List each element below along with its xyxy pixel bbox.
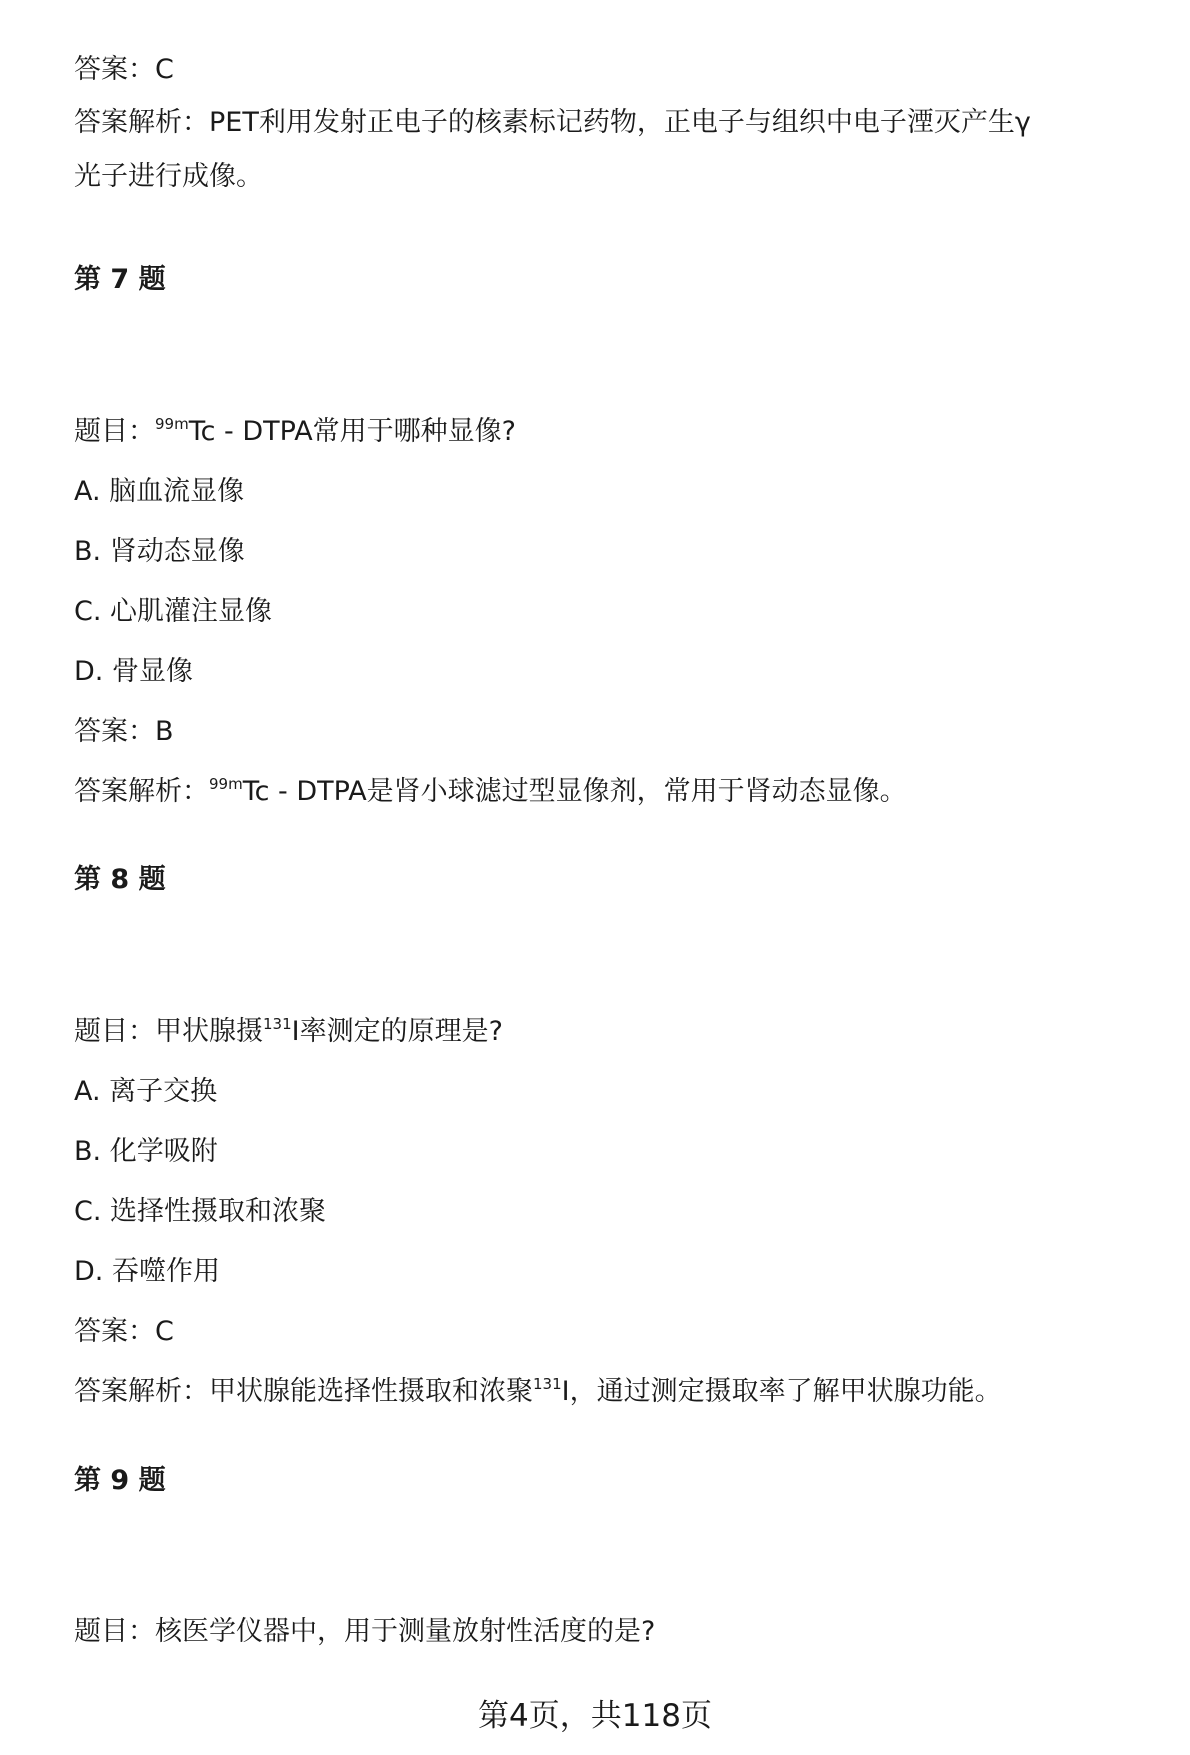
q8-question-prefix: 题目：甲状腺摄 <box>74 1016 263 1047</box>
q8-option-a: A. 离子交换 <box>74 1076 218 1107</box>
q9-heading: 第 9 题 <box>74 1465 166 1496</box>
q8-question-text: I率测定的原理是? <box>291 1016 503 1047</box>
q7-explanation-prefix: 答案解析： <box>74 776 209 807</box>
q6-explanation-line2: 光子进行成像。 <box>74 161 263 192</box>
q7-option-b: B. 肾动态显像 <box>74 536 245 567</box>
q9-question: 题目：核医学仪器中，用于测量放射性活度的是? <box>74 1616 656 1647</box>
q7-question-isotope-mass: 99m <box>155 415 189 433</box>
q8-explanation-isotope-mass: 131 <box>533 1375 562 1393</box>
q8-explanation-text: I，通过测定摄取率了解甲状腺功能。 <box>561 1376 1002 1407</box>
q8-heading: 第 8 题 <box>74 864 166 895</box>
q7-option-c: C. 心肌灌注显像 <box>74 596 273 627</box>
q7-question-text: Tc - DTPA常用于哪种显像? <box>188 416 516 447</box>
q8-option-b: B. 化学吸附 <box>74 1136 218 1167</box>
q7-option-a: A. 脑血流显像 <box>74 476 245 507</box>
q7-explanation-text: Tc - DTPA是肾小球滤过型显像剂，常用于肾动态显像。 <box>242 776 907 807</box>
q6-answer: 答案：C <box>74 54 174 85</box>
q8-option-c: C. 选择性摄取和浓聚 <box>74 1196 327 1227</box>
q7-explanation <box>74 775 907 807</box>
q8-question-isotope-mass: 131 <box>263 1015 292 1033</box>
q7-heading: 第 7 题 <box>74 264 166 295</box>
q7-question <box>74 415 516 447</box>
q7-answer: 答案：B <box>74 716 174 747</box>
q8-option-d: D. 吞噬作用 <box>74 1256 220 1287</box>
q8-explanation-prefix: 答案解析：甲状腺能选择性摄取和浓聚 <box>74 1376 533 1407</box>
q7-question-prefix: 题目： <box>74 416 155 447</box>
q8-explanation <box>74 1375 1002 1407</box>
q8-answer: 答案：C <box>74 1316 174 1347</box>
q7-option-d: D. 骨显像 <box>74 656 193 687</box>
q6-explanation-line1: 答案解析：PET利用发射正电子的核素标记药物，正电子与组织中电子湮灭产生γ <box>74 107 1031 138</box>
q7-explanation-isotope-mass: 99m <box>209 775 243 793</box>
page-number-footer: 第4页，共118页 <box>478 1698 712 1734</box>
q8-question <box>74 1015 503 1047</box>
